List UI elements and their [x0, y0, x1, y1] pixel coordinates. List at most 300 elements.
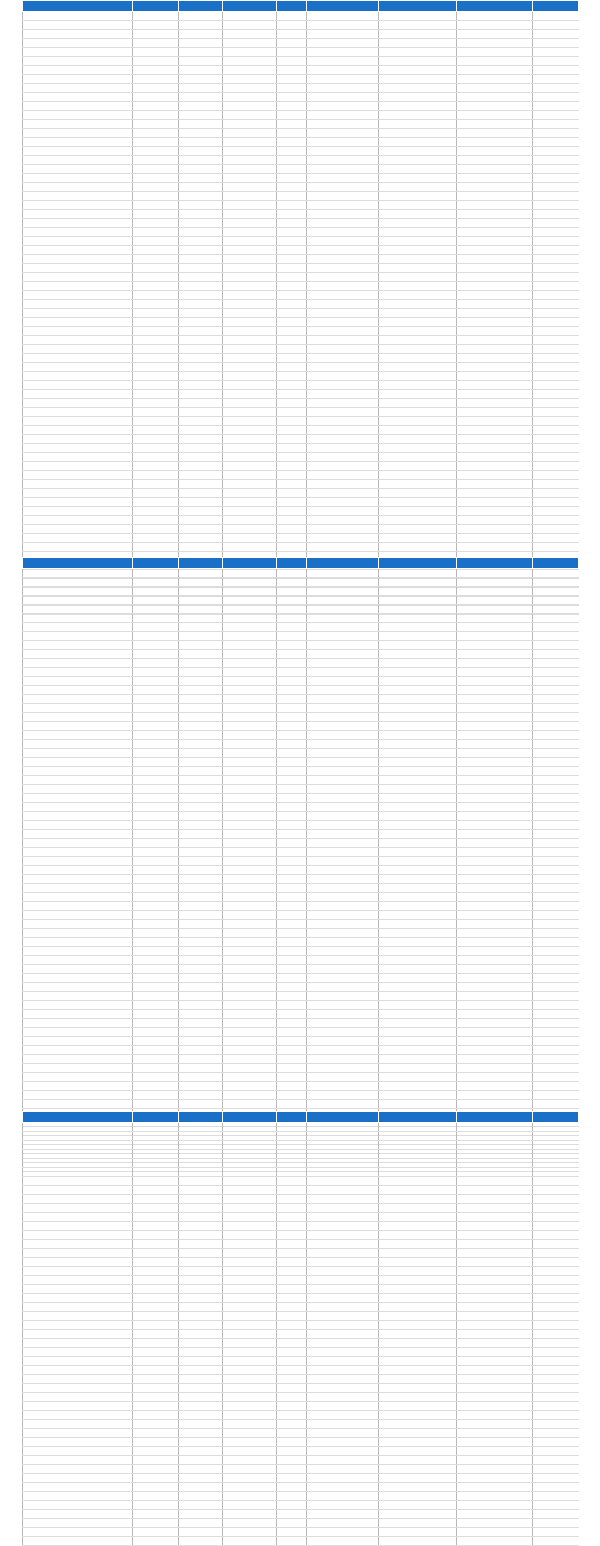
table-row: [23, 1258, 579, 1267]
spec-cell: [533, 1519, 579, 1528]
spec-cell: [277, 48, 307, 57]
spec-cell: [277, 273, 307, 282]
spec-cell: [457, 156, 533, 165]
spec-cell: [533, 21, 579, 30]
spec-cell: [179, 399, 223, 408]
spec-cell: [307, 929, 379, 938]
model-cell: [23, 75, 133, 84]
spec-cell: [533, 228, 579, 237]
spec-cell: [133, 875, 179, 884]
spec-cell: [179, 471, 223, 480]
spec-cell: [457, 902, 533, 911]
spec-cell: [179, 93, 223, 102]
spec-cell: [277, 641, 307, 650]
spec-cell: [133, 246, 179, 255]
spec-cell: [179, 201, 223, 210]
spec-cell: [133, 929, 179, 938]
spec-cell: [133, 255, 179, 264]
spec-cell: [179, 956, 223, 965]
spec-cell: [133, 75, 179, 84]
spec-cell: [133, 569, 179, 578]
table-row: [23, 156, 579, 165]
spec-cell: [457, 830, 533, 839]
model-cell: [23, 282, 133, 291]
spec-cell: [133, 543, 179, 552]
spec-cell: [533, 1240, 579, 1249]
spec-cell: [133, 435, 179, 444]
spec-cell: [379, 1186, 457, 1195]
column-header: [379, 1, 457, 12]
spec-cell: [223, 812, 277, 821]
spec-cell: [379, 1510, 457, 1519]
spec-cell: [307, 138, 379, 147]
model-cell: [23, 1249, 133, 1258]
spec-cell: [307, 857, 379, 866]
spec-cell: [307, 147, 379, 156]
spec-cell: [133, 1294, 179, 1303]
spec-cell: [379, 192, 457, 201]
spec-cell: [277, 1303, 307, 1312]
spec-cell: [133, 965, 179, 974]
spec-cell: [379, 120, 457, 129]
spec-cell: [277, 1055, 307, 1064]
spec-cell: [533, 66, 579, 75]
spec-cell: [457, 1420, 533, 1429]
spec-cell: [223, 758, 277, 767]
spec-cell: [379, 1438, 457, 1447]
spec-cell: [133, 1231, 179, 1240]
spec-cell: [307, 785, 379, 794]
spec-cell: [533, 462, 579, 471]
spec-cell: [179, 354, 223, 363]
spec-cell: [533, 578, 579, 587]
model-cell: [23, 1141, 133, 1150]
spec-cell: [223, 480, 277, 489]
spec-cell: [457, 1465, 533, 1474]
spec-cell: [223, 1339, 277, 1348]
spec-cell: [307, 1519, 379, 1528]
table-row: [23, 192, 579, 201]
spec-cell: [179, 677, 223, 686]
spec-cell: [277, 1420, 307, 1429]
spec-cell: [133, 1073, 179, 1082]
spec-cell: [379, 920, 457, 929]
table-row: [23, 543, 579, 552]
spec-cell: [457, 884, 533, 893]
spec-cell: [277, 1240, 307, 1249]
spec-cell: [133, 300, 179, 309]
spec-cell: [179, 848, 223, 857]
spec-cell: [133, 57, 179, 66]
table-row: [23, 39, 579, 48]
spec-cell: [223, 444, 277, 453]
spec-cell: [277, 1510, 307, 1519]
spec-cell: [307, 1411, 379, 1420]
model-cell: [23, 21, 133, 30]
spec-cell: [533, 965, 579, 974]
spec-cell: [223, 650, 277, 659]
spec-cell: [277, 929, 307, 938]
spec-cell: [307, 30, 379, 39]
table-row: [23, 614, 579, 623]
spec-cell: [457, 1082, 533, 1091]
model-cell: [23, 336, 133, 345]
model-cell: [23, 354, 133, 363]
spec-cell: [457, 453, 533, 462]
spec-cell: [277, 614, 307, 623]
spec-cell: [179, 426, 223, 435]
table-row: [23, 893, 579, 902]
spec-cell: [277, 758, 307, 767]
model-cell: [23, 911, 133, 920]
model-cell: [23, 965, 133, 974]
column-header: [533, 1112, 579, 1123]
spec-cell: [379, 273, 457, 282]
spec-cell: [533, 444, 579, 453]
spec-cell: [533, 309, 579, 318]
spec-cell: [379, 821, 457, 830]
spec-cell: [457, 1411, 533, 1420]
spec-cell: [307, 1100, 379, 1109]
spec-cell: [379, 785, 457, 794]
spec-cell: [179, 39, 223, 48]
spec-cell: [223, 1082, 277, 1091]
table-row: [23, 812, 579, 821]
spec-cell: [533, 1037, 579, 1046]
spec-cell: [533, 543, 579, 552]
spec-cell: [179, 1258, 223, 1267]
spec-cell: [133, 911, 179, 920]
spec-cell: [307, 1055, 379, 1064]
spec-cell: [457, 623, 533, 632]
column-header: [457, 1, 533, 12]
spec-cell: [223, 417, 277, 426]
spec-cell: [179, 1447, 223, 1456]
spec-cell: [379, 1384, 457, 1393]
spec-cell: [277, 947, 307, 956]
spec-cell: [179, 668, 223, 677]
spec-cell: [277, 1375, 307, 1384]
spec-cell: [179, 578, 223, 587]
spec-cell: [179, 731, 223, 740]
spec-cell: [277, 1312, 307, 1321]
table-row: [23, 489, 579, 498]
spec-cell: [379, 1429, 457, 1438]
spec-cell: [223, 1393, 277, 1402]
spec-cell: [133, 596, 179, 605]
spec-cell: [533, 39, 579, 48]
spec-cell: [379, 507, 457, 516]
spec-cell: [379, 1001, 457, 1010]
spec-cell: [307, 956, 379, 965]
table-row: [23, 525, 579, 534]
spec-cell: [457, 659, 533, 668]
spec-cell: [223, 569, 277, 578]
spec-cell: [277, 219, 307, 228]
model-cell: [23, 498, 133, 507]
spec-cell: [533, 498, 579, 507]
column-header: [307, 558, 379, 569]
spec-cell: [533, 1384, 579, 1393]
spec-cell: [379, 1249, 457, 1258]
spec-cell: [133, 1046, 179, 1055]
spec-cell: [277, 534, 307, 543]
spec-cell: [277, 138, 307, 147]
model-cell: [23, 902, 133, 911]
spec-cell: [379, 66, 457, 75]
spec-cell: [307, 264, 379, 273]
spec-cell: [133, 650, 179, 659]
spec-cell: [179, 839, 223, 848]
spec-cell: [533, 1073, 579, 1082]
table-row: [23, 839, 579, 848]
spec-cell: [533, 408, 579, 417]
spec-cell: [457, 569, 533, 578]
spec-cell: [457, 57, 533, 66]
spec-cell: [277, 1258, 307, 1267]
spec-cell: [533, 875, 579, 884]
model-cell: [23, 1123, 133, 1132]
spec-cell: [457, 650, 533, 659]
spec-cell: [307, 1249, 379, 1258]
spec-cell: [133, 974, 179, 983]
spec-cell: [533, 938, 579, 947]
spec-cell: [277, 399, 307, 408]
spec-cell: [533, 453, 579, 462]
spec-cell: [277, 1393, 307, 1402]
table-row: [23, 228, 579, 237]
column-header: [533, 558, 579, 569]
table-row: [23, 686, 579, 695]
spec-cell: [223, 578, 277, 587]
spec-cell: [133, 66, 179, 75]
spec-cell: [179, 749, 223, 758]
spec-cell: [307, 1438, 379, 1447]
spec-cell: [133, 336, 179, 345]
spec-cell: [533, 48, 579, 57]
spec-cell: [133, 489, 179, 498]
spec-cell: [379, 767, 457, 776]
spec-cell: [133, 408, 179, 417]
spec-cell: [379, 1357, 457, 1366]
table-row: [23, 57, 579, 66]
model-cell: [23, 1366, 133, 1375]
spec-cell: [533, 525, 579, 534]
spec-cell: [379, 1339, 457, 1348]
spec-cell: [307, 543, 379, 552]
spec-cell: [223, 1010, 277, 1019]
table-row: [23, 498, 579, 507]
spec-cell: [533, 84, 579, 93]
spec-cell: [277, 1249, 307, 1258]
spec-cell: [223, 965, 277, 974]
table-row: [23, 1492, 579, 1501]
spec-cell: [133, 704, 179, 713]
spec-cell: [379, 174, 457, 183]
spec-cell: [277, 812, 307, 821]
model-cell: [23, 372, 133, 381]
spec-cell: [379, 138, 457, 147]
model-cell: [23, 39, 133, 48]
spec-cell: [223, 21, 277, 30]
spec-cell: [133, 938, 179, 947]
spec-cell: [179, 1213, 223, 1222]
model-cell: [23, 1483, 133, 1492]
spec-cell: [133, 165, 179, 174]
spec-cell: [457, 1510, 533, 1519]
spec-cell: [379, 156, 457, 165]
spec-cell: [277, 1213, 307, 1222]
spec-cell: [223, 803, 277, 812]
spec-cell: [133, 1501, 179, 1510]
spec-cell: [457, 111, 533, 120]
spec-cell: [307, 210, 379, 219]
spec-cell: [133, 1375, 179, 1384]
spec-cell: [277, 1100, 307, 1109]
spec-cell: [457, 974, 533, 983]
spec-cell: [379, 165, 457, 174]
model-cell: [23, 1276, 133, 1285]
spec-cell: [457, 1186, 533, 1195]
spec-cell: [133, 1330, 179, 1339]
spec-cell: [223, 1168, 277, 1177]
spec-cell: [457, 66, 533, 75]
spec-cell: [179, 507, 223, 516]
spec-cell: [457, 614, 533, 623]
spec-cell: [379, 1474, 457, 1483]
table-row: [23, 183, 579, 192]
spec-cell: [179, 857, 223, 866]
table-row: [23, 911, 579, 920]
spec-cell: [133, 1456, 179, 1465]
spec-cell: [133, 1366, 179, 1375]
model-cell: [23, 1492, 133, 1501]
spec-cell: [307, 1384, 379, 1393]
column-header: [457, 1112, 533, 1123]
spec-cell: [457, 1375, 533, 1384]
spec-cell: [457, 983, 533, 992]
spec-cell: [223, 992, 277, 1001]
spec-cell: [133, 390, 179, 399]
spec-cell: [379, 830, 457, 839]
spec-cell: [223, 1132, 277, 1141]
spec-cell: [379, 1285, 457, 1294]
spec-cell: [533, 614, 579, 623]
spec-cell: [223, 372, 277, 381]
spec-cell: [533, 156, 579, 165]
spec-cell: [457, 1064, 533, 1073]
spec-cell: [179, 489, 223, 498]
spec-cell: [379, 668, 457, 677]
model-cell: [23, 363, 133, 372]
spec-cell: [379, 219, 457, 228]
spec-cell: [457, 1010, 533, 1019]
spec-cell: [379, 569, 457, 578]
model-cell: [23, 1411, 133, 1420]
spec-cell: [457, 192, 533, 201]
spec-cell: [179, 1510, 223, 1519]
model-cell: [23, 920, 133, 929]
spec-cell: [179, 1168, 223, 1177]
model-cell: [23, 794, 133, 803]
spec-cell: [307, 1429, 379, 1438]
spec-cell: [133, 1510, 179, 1519]
spec-cell: [457, 327, 533, 336]
spec-cell: [379, 1019, 457, 1028]
table-row: [23, 309, 579, 318]
spec-cell: [223, 426, 277, 435]
spec-cell: [223, 1249, 277, 1258]
spec-cell: [277, 1132, 307, 1141]
table-row: [23, 1028, 579, 1037]
spec-cell: [533, 372, 579, 381]
spec-cell: [379, 228, 457, 237]
spec-cell: [307, 641, 379, 650]
spec-cell: [133, 713, 179, 722]
spec-cell: [307, 893, 379, 902]
spec-cell: [223, 983, 277, 992]
spec-cell: [307, 1091, 379, 1100]
spec-cell: [223, 1420, 277, 1429]
header-row: [23, 558, 579, 569]
table-row: [23, 938, 579, 947]
spec-cell: [307, 677, 379, 686]
spec-cell: [533, 1132, 579, 1141]
table-row: [23, 435, 579, 444]
spec-cell: [133, 632, 179, 641]
spec-cell: [307, 228, 379, 237]
spec-cell: [533, 1010, 579, 1019]
table-row: [23, 1204, 579, 1213]
spec-cell: [379, 246, 457, 255]
spec-cell: [457, 677, 533, 686]
spec-cell: [379, 1276, 457, 1285]
spec-cell: [307, 713, 379, 722]
spec-cell: [133, 1258, 179, 1267]
spec-cell: [307, 983, 379, 992]
spec-cell: [307, 48, 379, 57]
spec-cell: [133, 1339, 179, 1348]
model-cell: [23, 417, 133, 426]
spec-cell: [457, 1159, 533, 1168]
model-cell: [23, 623, 133, 632]
model-cell: [23, 1082, 133, 1091]
spec-cell: [179, 875, 223, 884]
spec-cell: [179, 1285, 223, 1294]
spec-cell: [533, 1528, 579, 1537]
spec-cell: [179, 722, 223, 731]
spec-cell: [533, 381, 579, 390]
spec-cell: [179, 920, 223, 929]
spec-cell: [307, 1046, 379, 1055]
spec-cell: [277, 21, 307, 30]
spec-cell: [379, 1258, 457, 1267]
spec-cell: [307, 758, 379, 767]
spec-cell: [277, 228, 307, 237]
model-cell: [23, 974, 133, 983]
column-header: [223, 1, 277, 12]
spec-cell: [379, 794, 457, 803]
spec-cell: [533, 1330, 579, 1339]
spec-cell: [379, 1204, 457, 1213]
spec-cell: [133, 758, 179, 767]
model-cell: [23, 1501, 133, 1510]
spec-cell: [307, 129, 379, 138]
spec-cell: [277, 120, 307, 129]
spec-cell: [307, 1231, 379, 1240]
spec-cell: [277, 381, 307, 390]
table-row: [23, 444, 579, 453]
